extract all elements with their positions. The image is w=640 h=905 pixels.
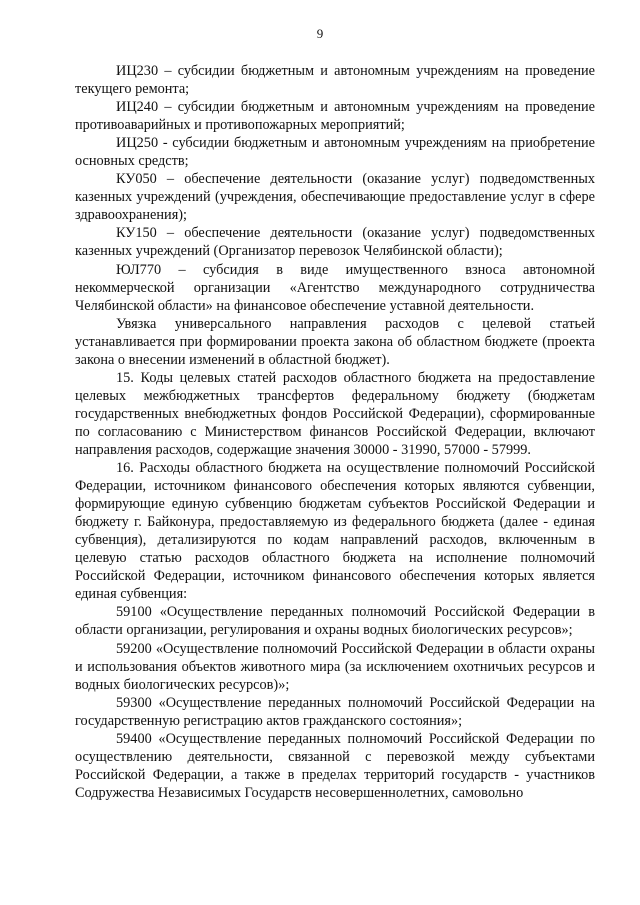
paragraph-59300: 59300 «Осуществление переданных полномочий Российской Федерации на государственную регистрацию актов гражданского состояния»;	[75, 694, 595, 729]
paragraph-ic250: ИЦ250 - субсидии бюджетным и автономным учреждениям на приобретение основных средств;	[75, 135, 595, 170]
paragraph-item-16: 16. Расходы областного бюджета на осуществление полномочий Российской Федерации, источником финансового обеспечения которых являются субвенции, формирующие единую субвенцию бюджетам субъектов Российской Федерации и бюджету г. Байконура, предоставляемую из федерального бюджета (далее - единая субвенция), детализируются по кодам направлений расходов, включенным в целевую статью расходов областного бюджета на исполнение полномочий Российской Федерации, источником финансового обеспечения которых является единая субвенция:	[75, 460, 595, 603]
page-number: 9	[316, 26, 324, 41]
document-body	[75, 62, 595, 802]
paragraph-59400: 59400 «Осуществление переданных полномочий Российской Федерации по осуществлению деятельности, связанной с перевозкой между субъектами Российской Федерации, а также в пределах территорий государств - участников Содружества Независимых Государств несовершеннолетних, самовольно	[75, 730, 595, 801]
paragraph-yul770: ЮЛ770 – субсидия в виде имущественного взноса автономной некоммерческой организации «Агентство международного сотрудничества Челябинской области» на финансовое обеспечение уставной деятельности.	[75, 261, 595, 314]
paragraph-ic230: ИЦ230 – субсидии бюджетным и автономным учреждениям на проведение текущего ремонта;	[75, 63, 595, 98]
paragraph-ku050: КУ050 – обеспечение деятельности (оказание услуг) подведомственных казенных учреждений (учреждения, обеспечивающие предоставление услуг в сфере здравоохранения);	[75, 171, 595, 224]
paragraph-linkage: Увязка универсального направления расходов с целевой статьей устанавливается при формировании проекта закона об областном бюджете (проекта закона о внесении изменений в областной бюджет).	[75, 315, 595, 368]
paragraph-item-15: 15. Коды целевых статей расходов областного бюджета на предоставление целевых межбюджетных трансфертов федеральному бюджету (бюджетам государственных внебюджетных фондов Российской Федерации), сформированные по согласованию с Министерством финансов Российской Федерации, включают направления расходов, содержащие значения 30000 - 31990, 57000 - 57999.	[75, 369, 595, 458]
paragraph-ic240: ИЦ240 – субсидии бюджетным и автономным учреждениям на проведение противоаварийных и противопожарных мероприятий;	[75, 99, 595, 134]
paragraph-59200: 59200 «Осуществление полномочий Российской Федерации в области охраны и использования объектов животного мира (за исключением охотничьих ресурсов и водных биологических ресурсов)»;	[75, 640, 595, 693]
paragraph-59100: 59100 «Осуществление переданных полномочий Российской Федерации в области организации, регулирования и охраны водных биологических ресурсов»;	[75, 604, 595, 639]
paragraph-ku150: КУ150 – обеспечение деятельности (оказание услуг) подведомственных казенных учреждений (Организатор перевозок Челябинской области);	[75, 225, 595, 260]
